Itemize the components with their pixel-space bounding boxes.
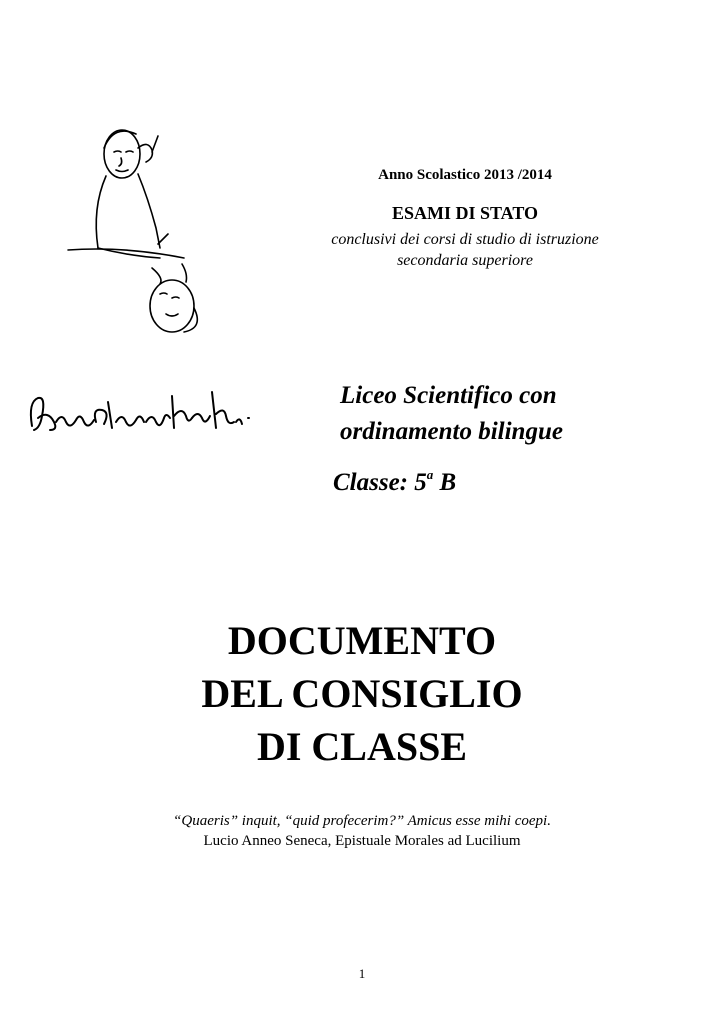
- school-name-line1: Liceo Scientifico con: [340, 382, 557, 409]
- class-prefix: Classe: 5: [333, 469, 427, 496]
- document-title-line1: DOCUMENTO: [227, 618, 497, 663]
- class-section: B: [433, 469, 457, 496]
- school-year: Anno Scolastico 2013 /2014: [378, 167, 552, 183]
- handwritten-signature: [24, 382, 264, 452]
- page-number: 1: [358, 966, 366, 981]
- exam-title: ESAMI DI STATO: [391, 203, 539, 223]
- class-label: [333, 467, 456, 497]
- school-name-line2: ordinamento bilingue: [340, 418, 563, 445]
- exam-subtitle: [290, 229, 640, 271]
- exam-subtitle-line1: conclusivi dei corsi di studio di istruzione: [331, 231, 599, 248]
- quote-attribution: Lucio Anneo Seneca, Epistuale Morales ad Lucilium: [203, 833, 521, 849]
- sketch-illustration: [64, 118, 214, 343]
- document-title: [0, 614, 724, 773]
- class-superscript: a: [426, 467, 434, 482]
- quote-text: “Quaeris” inquit, “quid profecerim?” Amicus esse mihi coepi.: [173, 813, 551, 829]
- document-title-line3: DI CLASSE: [256, 724, 468, 769]
- quote-block: [0, 811, 724, 851]
- exam-subtitle-line2: secondaria superiore: [397, 252, 533, 269]
- document-title-line2: DEL CONSIGLIO: [201, 671, 523, 716]
- school-name: [340, 378, 563, 450]
